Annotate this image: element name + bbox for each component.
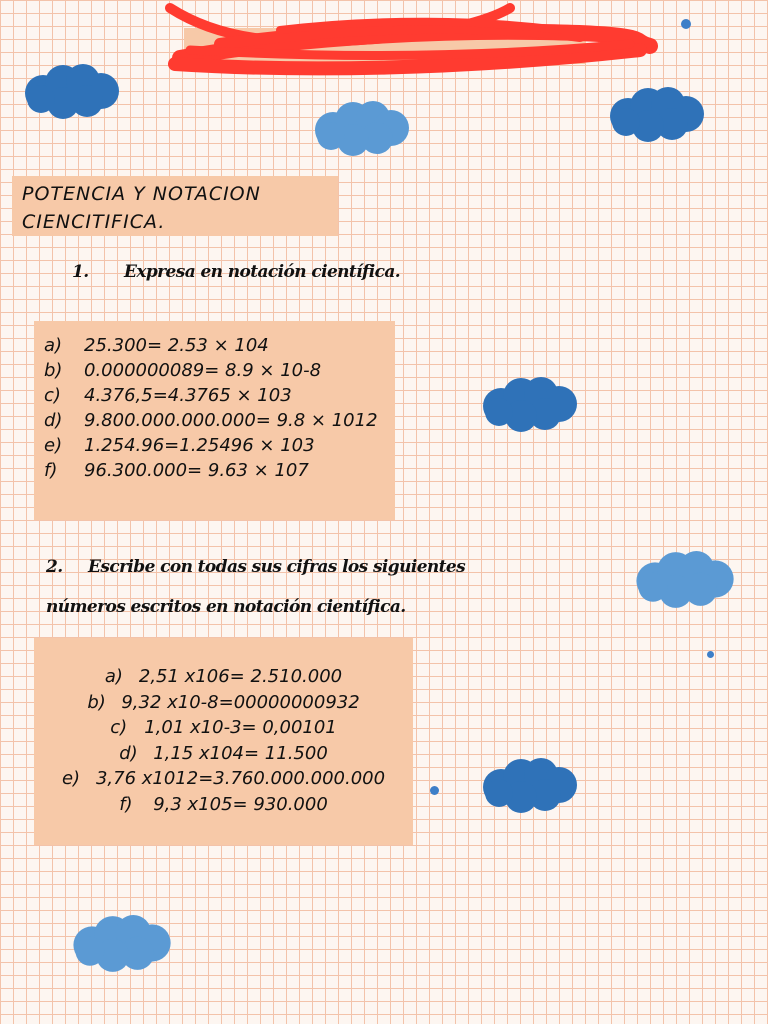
question-2-number: 2. [46, 557, 63, 577]
list-item: e) 1.254.96=1.25496 × 103 [44, 435, 315, 456]
page-title: POTENCIA Y NOTACION CIENCITIFICA. [22, 183, 261, 233]
cloud-icon [478, 376, 580, 434]
answers-list-1 [34, 321, 395, 483]
decorative-dot [707, 651, 714, 658]
cloud-icon [310, 100, 412, 158]
list-item: d) 1,15 x104= 11.500 [119, 742, 328, 764]
question-1-number: 1. [72, 262, 89, 282]
cloud-icon [20, 63, 122, 121]
question-1-heading [72, 262, 400, 282]
decorative-dot [430, 786, 439, 795]
title-box [12, 176, 338, 236]
redaction-scribble [160, 0, 660, 90]
cloud-icon [605, 86, 707, 144]
question-2-text: Escribe con todas sus cifras los siguientes números escritos en notación científica. [46, 557, 466, 617]
cloud-icon [478, 757, 580, 815]
question-1-text: Expresa en notación científica. [124, 262, 401, 282]
decorative-dot [681, 19, 691, 29]
list-item: e) 3,76 x1012=3.760.000.000.000 [61, 768, 386, 789]
list-item: f) 9,3 x105= 930.000 [119, 793, 328, 815]
cloud-icon [68, 914, 174, 974]
list-item: a) 2,51 x106= 2.510.000 [104, 666, 343, 687]
list-item: b) 0.000000089= 8.9 × 10-8 [44, 360, 322, 381]
list-item: a) 25.300= 2.53 × 104 [44, 335, 269, 356]
list-item: c) 1,01 x10-3= 0,00101 [110, 717, 337, 738]
answers-list-2 [34, 638, 413, 817]
answers-box-1 [34, 321, 395, 520]
list-item: b) 9,32 x10-8=00000000932 [87, 691, 360, 713]
question-2-heading [46, 547, 466, 627]
list-item: f) 96.300.000= 9.63 × 107 [44, 460, 309, 481]
cloud-icon [632, 550, 736, 610]
list-item: d) 9.800.000.000.000= 9.8 × 1012 [44, 410, 378, 431]
answers-box-2 [34, 638, 413, 845]
list-item: c) 4.376,5=4.3765 × 103 [44, 385, 292, 406]
